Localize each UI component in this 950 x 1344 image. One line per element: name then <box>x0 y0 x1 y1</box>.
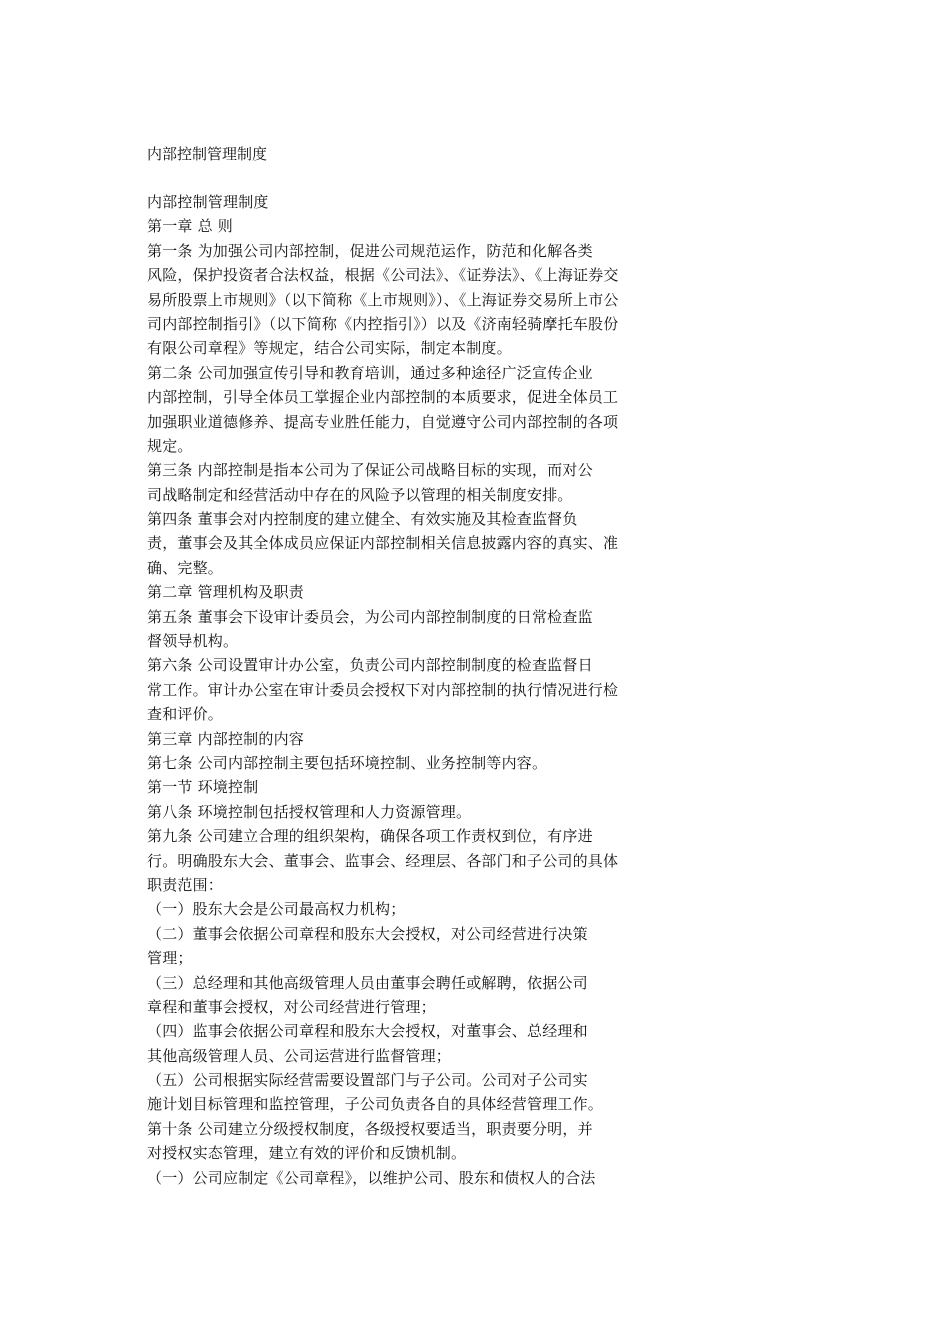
body-line: 责，董事会及其全体成员应保证内部控制相关信息披露内容的真实、准 <box>147 534 619 553</box>
body-line: 管理； <box>147 949 193 968</box>
body-line: 第九条 公司建立合理的组织架构，确保各项工作责权到位，有序进 <box>147 827 593 846</box>
section-heading: 第一节 环境控制 <box>147 778 259 797</box>
body-line: 职责范围： <box>147 875 224 894</box>
list-item: （三）总经理和其他高级管理人员由董事会聘任或解聘，依据公司 <box>147 973 588 992</box>
chapter-heading: 第二章 管理机构及职责 <box>147 583 304 602</box>
body-line: 内部控制管理制度 <box>147 193 269 211</box>
body-line: 章程和董事会授权，对公司经营进行管理； <box>147 997 436 1016</box>
document-title: 内部控制管理制度 <box>147 145 268 163</box>
body-line: 第七条 公司内部控制主要包括环境控制、业务控制等内容。 <box>147 753 548 772</box>
body-line: 第三条 内部控制是指本公司为了保证公司战略目标的实现，而对公 <box>147 461 593 480</box>
body-line: 确、完整。 <box>147 558 224 577</box>
body-line: 有限公司章程》等规定，结合公司实际，制定本制度。 <box>147 339 512 358</box>
document-body <box>147 190 867 1190</box>
body-line: 司战略制定和经营活动中存在的风险予以管理的相关制度安排。 <box>147 485 573 504</box>
body-line: 内部控制，引导全体员工掌握企业内部控制的本质要求，促进全体员工 <box>147 388 619 407</box>
body-line: 其他高级管理人员、公司运营进行监督管理； <box>147 1046 452 1065</box>
body-line: 第六条 公司设置审计办公室，负责公司内部控制制度的检查监督日 <box>147 656 593 675</box>
list-item: （四）监事会依据公司章程和股东大会授权，对董事会、总经理和 <box>147 1022 588 1041</box>
list-item: （五）公司根据实际经营需要设置部门与子公司。公司对子公司实 <box>147 1071 588 1090</box>
body-line: 风险，保护投资者合法权益，根据《公司法》、《证券法》、《上海证券交 <box>147 266 619 285</box>
body-line: 第五条 董事会下设审计委员会，为公司内部控制制度的日常检查监 <box>147 607 593 626</box>
body-line: 施计划目标管理和监控管理，子公司负责各自的具体经营管理工作。 <box>147 1095 604 1114</box>
body-line: 对授权实态管理，建立有效的评价和反馈机制。 <box>147 1144 467 1163</box>
chapter-heading: 第三章 内部控制的内容 <box>147 729 304 748</box>
body-line: 第十条 公司建立分级授权制度，各级授权要适当，职责要分明，并 <box>147 1119 593 1138</box>
body-line: 行。明确股东大会、董事会、监事会、经理层、各部门和子公司的具体 <box>147 851 619 870</box>
body-line: 第四条 董事会对内控制度的建立健全、有效实施及其检查监督负 <box>147 510 578 529</box>
chapter-heading: 第一章 总 则 <box>147 217 233 236</box>
list-item: （一）股东大会是公司最高权力机构； <box>147 900 406 919</box>
body-line: 常工作。审计办公室在审计委员会授权下对内部控制的执行情况进行检 <box>147 680 619 699</box>
body-line: 第二条 公司加强宣传引导和教育培训，通过多种途径广泛宣传企业 <box>147 363 593 382</box>
body-line: 第一条 为加强公司内部控制，促进公司规范运作，防范和化解各类 <box>147 241 593 260</box>
list-item: （一）公司应制定《公司章程》，以维护公司、股东和债权人的合法 <box>147 1168 596 1187</box>
body-line: 规定。 <box>147 436 193 455</box>
body-line: 易所股票上市规则》（以下简称《上市规则》）、《上海证券交易所上市公 <box>147 290 619 309</box>
body-line: 加强职业道德修养、提高专业胜任能力，自觉遵守公司内部控制的各项 <box>147 412 619 431</box>
body-line: 查和评价。 <box>147 705 224 724</box>
list-item: （二）董事会依据公司章程和股东大会授权，对公司经营进行决策 <box>147 924 588 943</box>
body-line: 第八条 环境控制包括授权管理和人力资源管理。 <box>147 802 472 821</box>
body-line: 督领导机构。 <box>147 632 239 651</box>
body-line: 司内部控制指引》（以下简称《内控指引》）以及《济南轻骑摩托车股份 <box>147 314 619 333</box>
